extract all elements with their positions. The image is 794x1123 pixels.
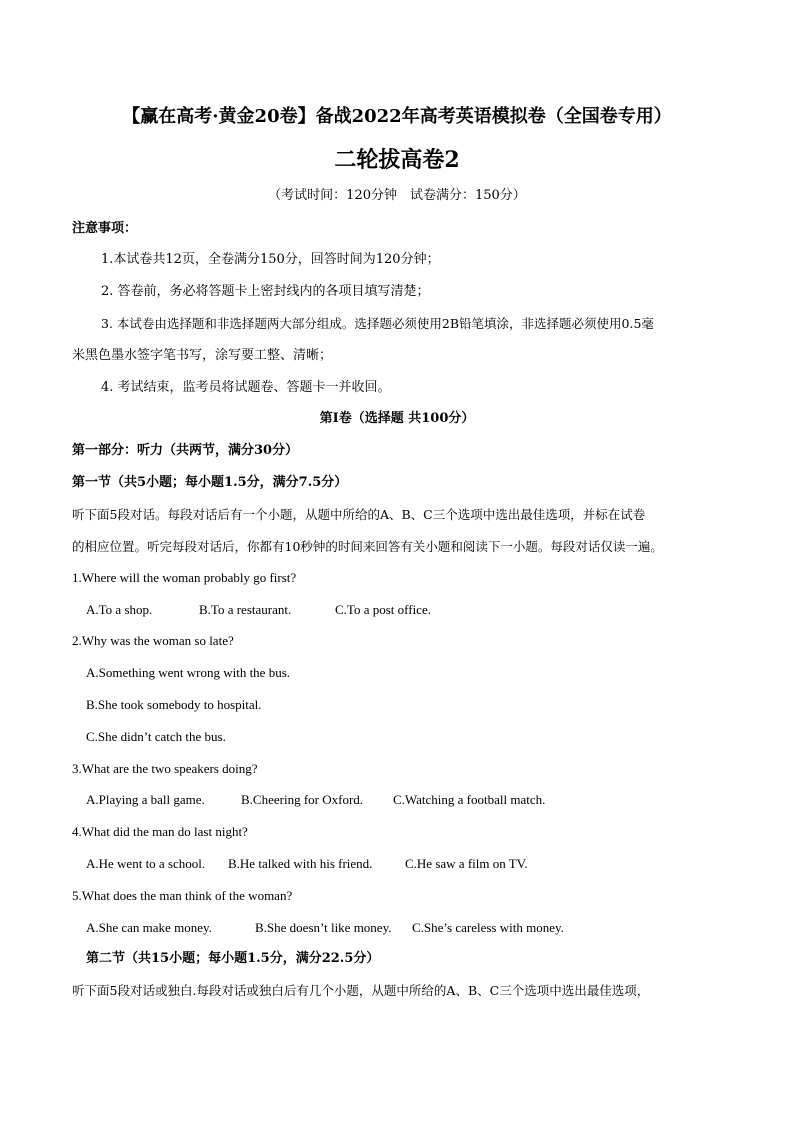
option-b: B.Cheering for Oxford. <box>241 792 364 807</box>
notes-heading: 注意事项： <box>72 221 138 236</box>
question-options-row <box>86 855 528 873</box>
exam-subtitle: 二轮拔高卷2 <box>334 147 460 173</box>
option-a: A.Something went wrong with the bus. <box>86 665 291 680</box>
section-one-heading: 第一节（共5小题；每小题1.5分，满分7.5分） <box>72 475 348 490</box>
option-a: A.She can make money. <box>86 920 212 935</box>
section-one-instruction: 的相应位置。听完每段对话后，你都有10秒钟的时间来回答有关小题和阅读下一小题。每段对话仅读一遍。 <box>72 539 663 554</box>
option-b: B.He talked with his friend. <box>228 856 373 871</box>
option-c: C.He saw a film on TV. <box>405 856 528 871</box>
question-stem: 2.Why was the woman so late? <box>72 633 234 648</box>
part-one-heading: 第一部分：听力（共两节，满分30分） <box>72 443 299 458</box>
option-c: C.She didn’t catch the bus. <box>86 729 226 744</box>
question-stem: 1.Where will the woman probably go first? <box>72 570 297 585</box>
question-options-row <box>86 919 564 937</box>
question-stem: 3.What are the two speakers doing? <box>72 761 258 776</box>
exam-info: （考试时间：120分钟 试卷满分：150分） <box>268 188 526 203</box>
volume-title: 第I卷（选择题 共100分） <box>319 411 475 426</box>
option-b: B.To a restaurant. <box>199 602 292 617</box>
option-c: C.Watching a football match. <box>393 792 546 807</box>
option-b: B.She doesn’t like money. <box>255 920 392 935</box>
question-stem: 4.What did the man do last night? <box>72 824 248 839</box>
note-item: 1.本试卷共12页，全卷满分150分，回答时间为120分钟； <box>101 252 440 267</box>
option-c: C.To a post office. <box>335 602 431 617</box>
question-stem: 5.What does the man think of the woman? <box>72 888 293 903</box>
option-b: B.She took somebody to hospital. <box>86 697 262 712</box>
option-c: C.She’s careless with money. <box>412 920 564 935</box>
note-item: 3. 本试卷由选择题和非选择题两大部分组成。选择题必须使用2B铅笔填涂，非选择题必须使用0.5毫 <box>101 316 654 331</box>
exam-title: 【赢在高考·黄金20卷】备战2022年高考英语模拟卷（全国卷专用） <box>122 106 672 127</box>
section-two-heading: 第二节（共15小题；每小题1.5分，满分22.5分） <box>86 951 380 966</box>
question-options-row <box>86 601 431 619</box>
note-item: 4. 考试结束，监考员将试题卷、答题卡一并收回。 <box>101 380 391 395</box>
option-a: A.To a shop. <box>86 602 153 617</box>
note-item: 2. 答卷前，务必将答题卡上密封线内的各项目填写清楚； <box>101 284 430 299</box>
question-options-row <box>86 791 545 809</box>
note-item: 米黑色墨水签字笔书写，涂写要工整、清晰； <box>72 348 333 363</box>
section-one-instruction: 听下面5段对话。每段对话后有一个小题，从题中所给的A、B、C三个选项中选出最佳选项，并标在试卷 <box>72 507 646 522</box>
section-two-instruction: 听下面5段对话或独白.每段对话或独白后有几个小题，从题中所给的A、B、C三个选项中选出最佳选项， <box>72 983 650 998</box>
option-a: A.He went to a school. <box>86 856 206 871</box>
option-a: A.Playing a ball game. <box>86 792 205 807</box>
